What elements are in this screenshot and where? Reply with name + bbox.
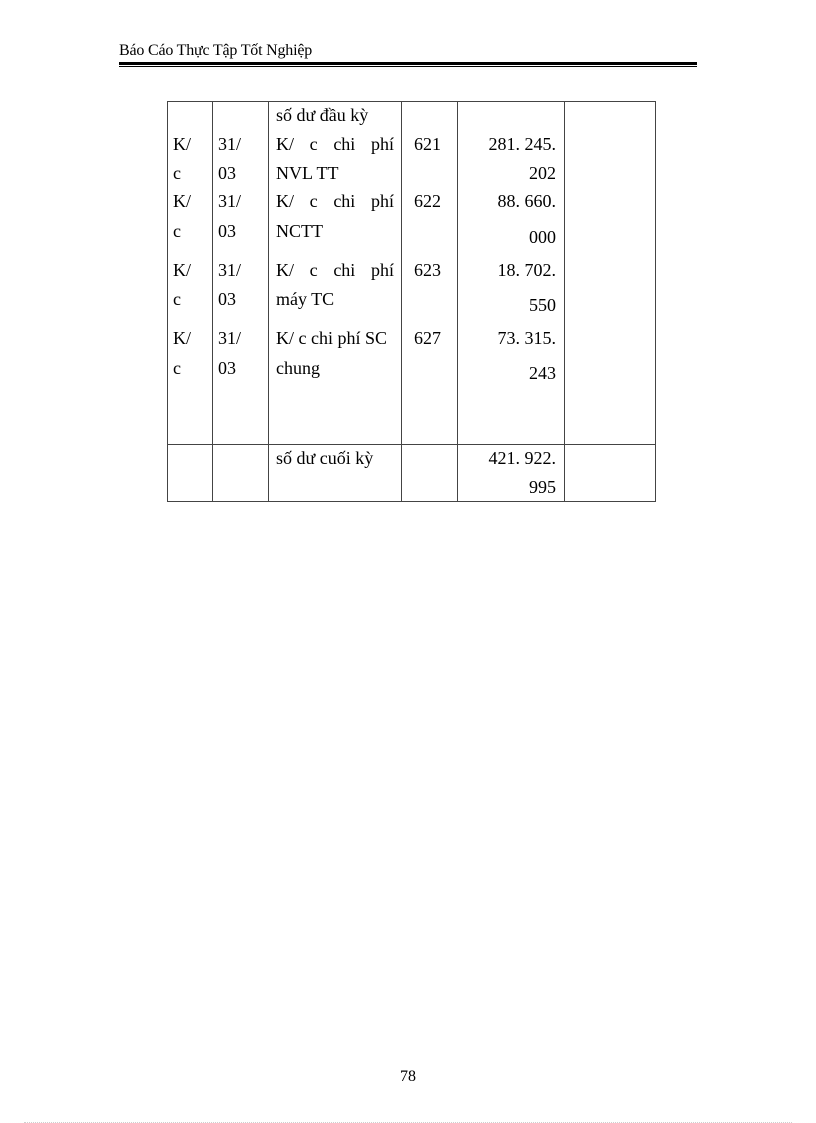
table-border-left — [167, 101, 168, 502]
column-divider — [212, 101, 213, 502]
doc-cell: c — [173, 221, 181, 241]
description-word: c — [309, 134, 318, 154]
opening-balance-label: số dư đầu kỳ — [276, 105, 369, 125]
amount-cell: 18. 702. — [497, 260, 556, 280]
date-cell: 03 — [218, 289, 236, 309]
doc-cell: c — [173, 358, 181, 378]
closing-amount-cell: 421. 922. — [488, 448, 556, 468]
amount-cell: 202 — [529, 163, 556, 183]
account-cell: 623 — [414, 260, 441, 280]
date-cell: 31/ — [218, 134, 242, 154]
description-word: chi — [333, 260, 356, 280]
account-cell: 627 — [414, 328, 441, 348]
description-cell — [276, 256, 394, 285]
description-word: phí — [370, 260, 394, 280]
table-border-top — [167, 101, 656, 102]
column-divider — [268, 101, 269, 502]
description-word: phí — [370, 191, 394, 211]
description-cell: K/ c chi phí SC — [276, 328, 387, 348]
date-cell: 03 — [218, 358, 236, 378]
description-cell: máy TC — [276, 289, 335, 309]
closing-amount-cell: 995 — [529, 477, 556, 497]
doc-cell: c — [173, 289, 181, 309]
amount-cell: 88. 660. — [497, 191, 556, 211]
column-divider — [401, 101, 402, 502]
doc-cell: c — [173, 163, 181, 183]
header-rule-thin — [119, 66, 697, 67]
account-cell: 622 — [414, 191, 441, 211]
row-divider — [167, 444, 656, 445]
account-cell: 621 — [414, 134, 441, 154]
date-cell: 03 — [218, 221, 236, 241]
description-cell — [276, 187, 394, 216]
description-cell: NCTT — [276, 221, 323, 241]
table-border-right — [655, 101, 656, 502]
description-cell — [276, 130, 394, 159]
header-title: Báo Cáo Thực Tập Tốt Nghiệp — [119, 42, 313, 59]
description-word: K/ — [276, 134, 294, 154]
amount-cell: 000 — [529, 227, 556, 247]
doc-cell: K/ — [173, 191, 191, 211]
column-divider — [564, 101, 565, 502]
date-cell: 03 — [218, 163, 236, 183]
doc-cell: K/ — [173, 134, 191, 154]
amount-cell: 243 — [529, 363, 556, 383]
description-word: chi — [333, 191, 356, 211]
date-cell: 31/ — [218, 191, 242, 211]
description-word: c — [309, 260, 318, 280]
description-cell: NVL TT — [276, 163, 339, 183]
description-cell: chung — [276, 358, 320, 378]
description-word: K/ — [276, 260, 294, 280]
amount-cell: 281. 245. — [488, 134, 556, 154]
description-word: phí — [370, 134, 394, 154]
date-cell: 31/ — [218, 260, 242, 280]
doc-cell: K/ — [173, 260, 191, 280]
header-rule-thick — [119, 62, 697, 65]
amount-cell: 550 — [529, 295, 556, 315]
description-word: c — [309, 191, 318, 211]
closing-balance-label: số dư cuối kỳ — [276, 448, 374, 468]
date-cell: 31/ — [218, 328, 242, 348]
amount-cell: 73. 315. — [497, 328, 556, 348]
column-divider — [457, 101, 458, 502]
table-border-bottom — [167, 501, 656, 502]
description-word: chi — [333, 134, 356, 154]
doc-cell: K/ — [173, 328, 191, 348]
page-number: 78 — [400, 1068, 416, 1085]
ledger-table — [167, 101, 656, 502]
description-word: K/ — [276, 191, 294, 211]
